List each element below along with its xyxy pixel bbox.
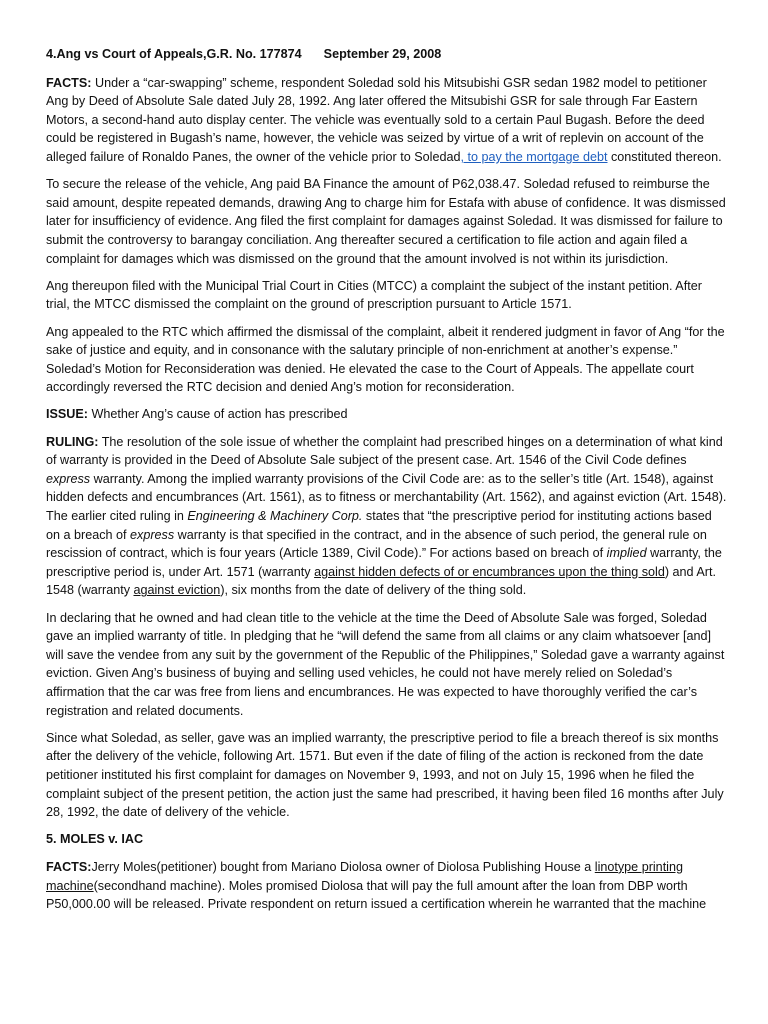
ruling-case-name: Engineering & Machinery Corp. xyxy=(187,509,363,524)
ruling-text-f: ) and Art. 1548 (warranty xyxy=(46,564,716,598)
ruling-underline-hidden-defects: against hidden defects of or encumbrances upon the thing sold xyxy=(314,564,665,579)
case4-facts-paragraph-4: Ang appealed to the RTC which affirmed the dismissal of the complaint, albeit it rendered judgment in favor of Ang “for the sake of justice and equity, and in consonance with the salutary principle of non-enrichment at another’s expense.” Soledad’s Motion for Reconsideration was denied. He elevated the case to the Court of Appeals. The appellate court accordingly reversed the RTC decision and denied Ang’s motion for reconsideration. xyxy=(46,324,725,395)
ruling-implied: implied xyxy=(606,546,647,561)
case5-facts-text-b: (secondhand machine). Moles promised Diolosa that will pay the full amount after the loan from DBP worth P50,000.00 will be released. Private respondent on return issued a certification wherein he warranted that the machine xyxy=(46,878,707,912)
case5-linotype-machine: linotype printing machine xyxy=(46,859,683,893)
case5-facts-paragraph xyxy=(46,858,728,914)
ruling-express-2: express xyxy=(130,527,175,542)
ruling-text-g: ), six months from the date of delivery of the thing sold. xyxy=(220,583,527,598)
case4-title xyxy=(46,45,728,64)
ruling-text-c: states that “the prescriptive period for instituting actions based on a breach of xyxy=(46,509,712,542)
issue-text: Whether Ang’s cause of action has prescribed xyxy=(88,407,348,422)
ruling-text-d: warranty is that specified in the contract, and in the absence of such period, the general rule on rescission of contract, which is four years (Article 1389, Civil Code).” For actions based on breach of xyxy=(46,527,707,561)
mortgage-debt-link[interactable]: , to pay the mortgage debt xyxy=(460,149,608,164)
case5-facts-text-a: Jerry Moles(petitioner) bought from Mariano Diolosa owner of Diolosa Publishing House a xyxy=(91,859,595,874)
ruling-text-a: The resolution of the sole issue of whether the complaint had prescribed hinges on a determination of what kind of warranty is provided in the Deed of Absolute Sale subject of the present case. Art. 1546 of the Civil Code defines xyxy=(46,434,723,468)
ruling-text-b: warranty. Among the implied warranty provisions of the Civil Code are: as to the seller’s title (Art. 1548), against hidden defects and encumbrances (Art. 1561), as to fitness or merchantability (Art. 1562), and against eviction (Art. 1548). The earlier cited ruling in xyxy=(46,471,727,524)
case4-facts-paragraph-3: Ang thereupon filed with the Municipal Trial Court in Cities (MTCC) a complaint the subject of the instant petition. After trial, the MTCC dismissed the complaint on the ground of prescription pursuant to Article 1571. xyxy=(46,278,702,312)
case4-title-text: 4.Ang vs Court of Appeals,G.R. No. 177874 xyxy=(46,47,302,61)
case4-issue-paragraph xyxy=(46,405,728,424)
case4-facts-paragraph-2: To secure the release of the vehicle, Ang paid BA Finance the amount of P62,038.47. Soledad refused to reimburse the said amount, despite repeated demands, drawing Ang to charge him for Estafa with abuse of confidence. It was dismissed later for insufficiency of evidence. Ang filed the first complaint for damages against Soledad. It was dismissed for failure to submit the controversy to barangay conciliation. Ang thereafter secured a certification to file action and again filed a complaint for damages which was dismissed on the ground that the amount involved is not within its jurisdiction. xyxy=(46,177,726,266)
case4-since-paragraph: Since what Soledad, as seller, gave was an implied warranty, the prescriptive period to file a breach thereof is six months after the delivery of the vehicle, following Art. 1571. But even if the date of filing of the action is reckoned from the date petitioner instituted his first complaint for damages on November 9, 1993, and not on July 15, 1996 when he filed the complaint subject of the present petition, the action just the same had prescribed, it having been filed 16 months after July 28, 1992, the date of delivery of the vehicle. xyxy=(46,730,724,820)
case4-facts-paragraph-1 xyxy=(46,74,728,167)
facts1-text-a: Under a “car-swapping” scheme, respondent Soledad sold his Mitsubishi GSR sedan 1982 model to petitioner Ang by Deed of Absolute Sale dated July 28, 1992. Ang later offered the Mitsubishi GSR for sale through Far Eastern Motors, a second-hand auto display center. The vehicle was eventually sold to a certain Paul Bugash. Before the deed could be registered in Bugash’s name, however, the vehicle was seized by virtue of a writ of replevin on account of the alleged failure of Ronaldo Panes, the owner of the vehicle prior to Soledad xyxy=(46,75,707,164)
ruling-express-1: express xyxy=(46,471,91,486)
case4-date: September 29, 2008 xyxy=(323,47,442,61)
case4-ruling-paragraph xyxy=(46,433,728,600)
ruling-label: RULING: xyxy=(46,434,99,449)
facts1-text-b: constituted thereon. xyxy=(607,149,722,164)
issue-label: ISSUE: xyxy=(46,407,88,422)
case5-title: 5. MOLES v. IAC xyxy=(46,832,144,847)
case5-facts-label: FACTS: xyxy=(46,859,92,874)
facts-label: FACTS: xyxy=(46,75,92,90)
ruling-text-e: warranty, the prescriptive period is, under Art. 1571 (warranty xyxy=(46,546,722,579)
ruling-underline-eviction: against eviction xyxy=(133,583,221,598)
case4-declaring-paragraph: In declaring that he owned and had clean title to the vehicle at the time the Deed of Absolute Sale was forged, Soledad gave an implied warranty of title. In pledging that he “will defend the same from all claims or any claim whatsoever [and] will save the vendee from any suit by the government of the Republic of the Philippines,” Soledad gave a warranty against eviction. Given Ang’s business of buying and selling used vehicles, he could not have merely relied on Soledad’s affirmation that the car was free from liens and encumbrances. He was expected to have thoroughly verified the car’s registration and related documents. xyxy=(46,610,725,718)
